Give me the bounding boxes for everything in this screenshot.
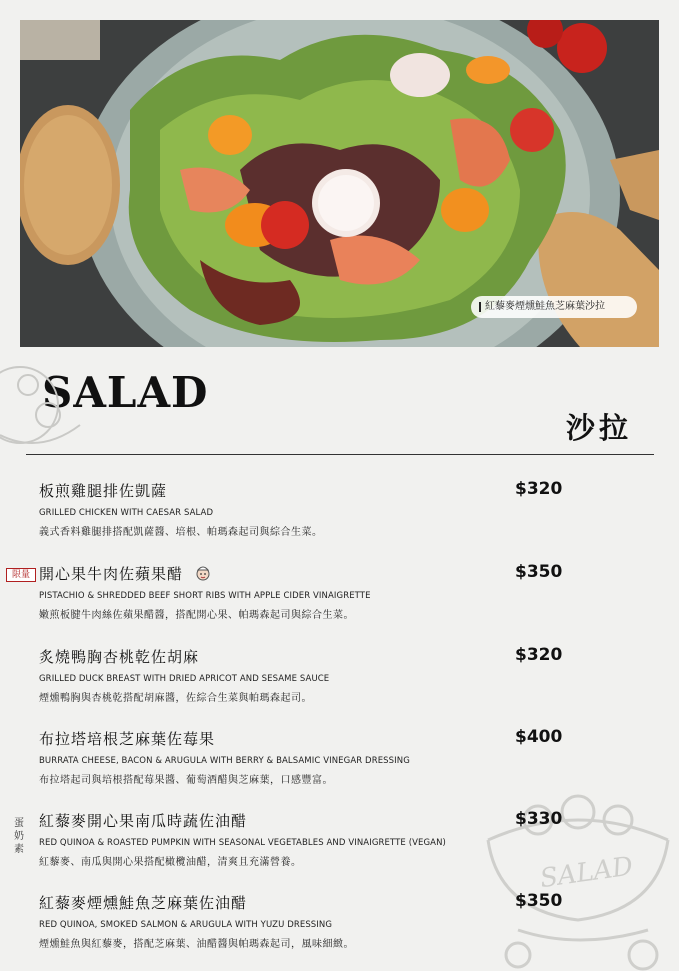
- item-description: 煙燻鮭魚與紅藜麥，搭配芝麻葉、油醋醬與帕瑪森起司，風味細緻。: [39, 939, 354, 950]
- item-name-en: PISTACHIO & SHREDDED BEEF SHORT RIBS WITH APPLE CIDER VINAIGRETTE: [39, 591, 371, 601]
- photo-caption: 紅藜麥煙燻鮭魚芝麻葉沙拉: [471, 296, 637, 318]
- salad-sketch-left-icon: [0, 345, 110, 455]
- veg-label-char: 素: [14, 844, 24, 855]
- item-description: 嫩煎板腱牛肉絲佐蘋果醋醬，搭配開心果、帕瑪森起司與綜合生菜。: [39, 610, 354, 621]
- limited-badge: 限量: [6, 568, 36, 582]
- item-name-en: BURRATA CHEESE, BACON & ARUGULA WITH BERRY & BALSAMIC VINEGAR DRESSING: [39, 756, 410, 766]
- item-name-zh: 布拉塔培根芝麻葉佐莓果: [39, 730, 216, 748]
- veg-label-char: 奶: [14, 831, 24, 842]
- item-price: $320: [515, 645, 563, 665]
- item-name-text: 開心果牛肉佐蘋果醋: [39, 565, 184, 583]
- item-name-zh: 紅藜麥開心果南瓜時蔬佐油醋: [39, 812, 248, 830]
- item-price: $350: [515, 562, 563, 582]
- item-description: 義式香料雞腿排搭配凱薩醬、培根、帕瑪森起司與綜合生菜。: [39, 527, 323, 538]
- page-title-zh: 沙拉: [566, 411, 633, 445]
- title-divider: [26, 454, 654, 455]
- item-description: 紅藜麥、南瓜與開心果搭配橄欖油醋，清爽且充滿營養。: [39, 857, 302, 868]
- item-name-zh: 板煎雞腿排佐凱薩: [39, 482, 168, 500]
- item-name-zh: 炙燒鴨胸杏桃乾佐胡麻: [39, 648, 200, 666]
- item-name-en: RED QUINOA & ROASTED PUMPKIN WITH SEASONAL VEGETABLES AND VINAIGRETTE (VEGAN): [39, 838, 446, 848]
- item-price: $400: [515, 727, 563, 747]
- svg-text:SALAD: SALAD: [538, 851, 635, 895]
- item-description: 布拉塔起司與培根搭配莓果醬、葡萄酒醋與芝麻葉，口感豐富。: [39, 775, 333, 786]
- item-name-en: GRILLED CHICKEN WITH CAESAR SALAD: [39, 508, 214, 518]
- item-price: $330: [515, 809, 563, 829]
- item-price: $320: [515, 479, 563, 499]
- hero-photo: [20, 20, 659, 347]
- chef-face-icon: [195, 565, 211, 581]
- page-title-en: SALAD: [42, 368, 209, 417]
- vegetarian-label: [13, 817, 25, 856]
- item-name-en: RED QUINOA, SMOKED SALMON & ARUGULA WITH YUZU DRESSING: [39, 920, 333, 930]
- item-name-zh: 紅藜麥煙燻鮭魚芝麻葉佐油醋: [39, 894, 248, 912]
- item-description: 煙燻鴨胸與杏桃乾搭配胡麻醬，佐綜合生菜與帕瑪森起司。: [39, 693, 312, 704]
- item-price: $350: [515, 891, 563, 911]
- veg-label-char: 蛋: [14, 818, 24, 829]
- item-name-en: GRILLED DUCK BREAST WITH DRIED APRICOT AND SESAME SAUCE: [39, 674, 330, 684]
